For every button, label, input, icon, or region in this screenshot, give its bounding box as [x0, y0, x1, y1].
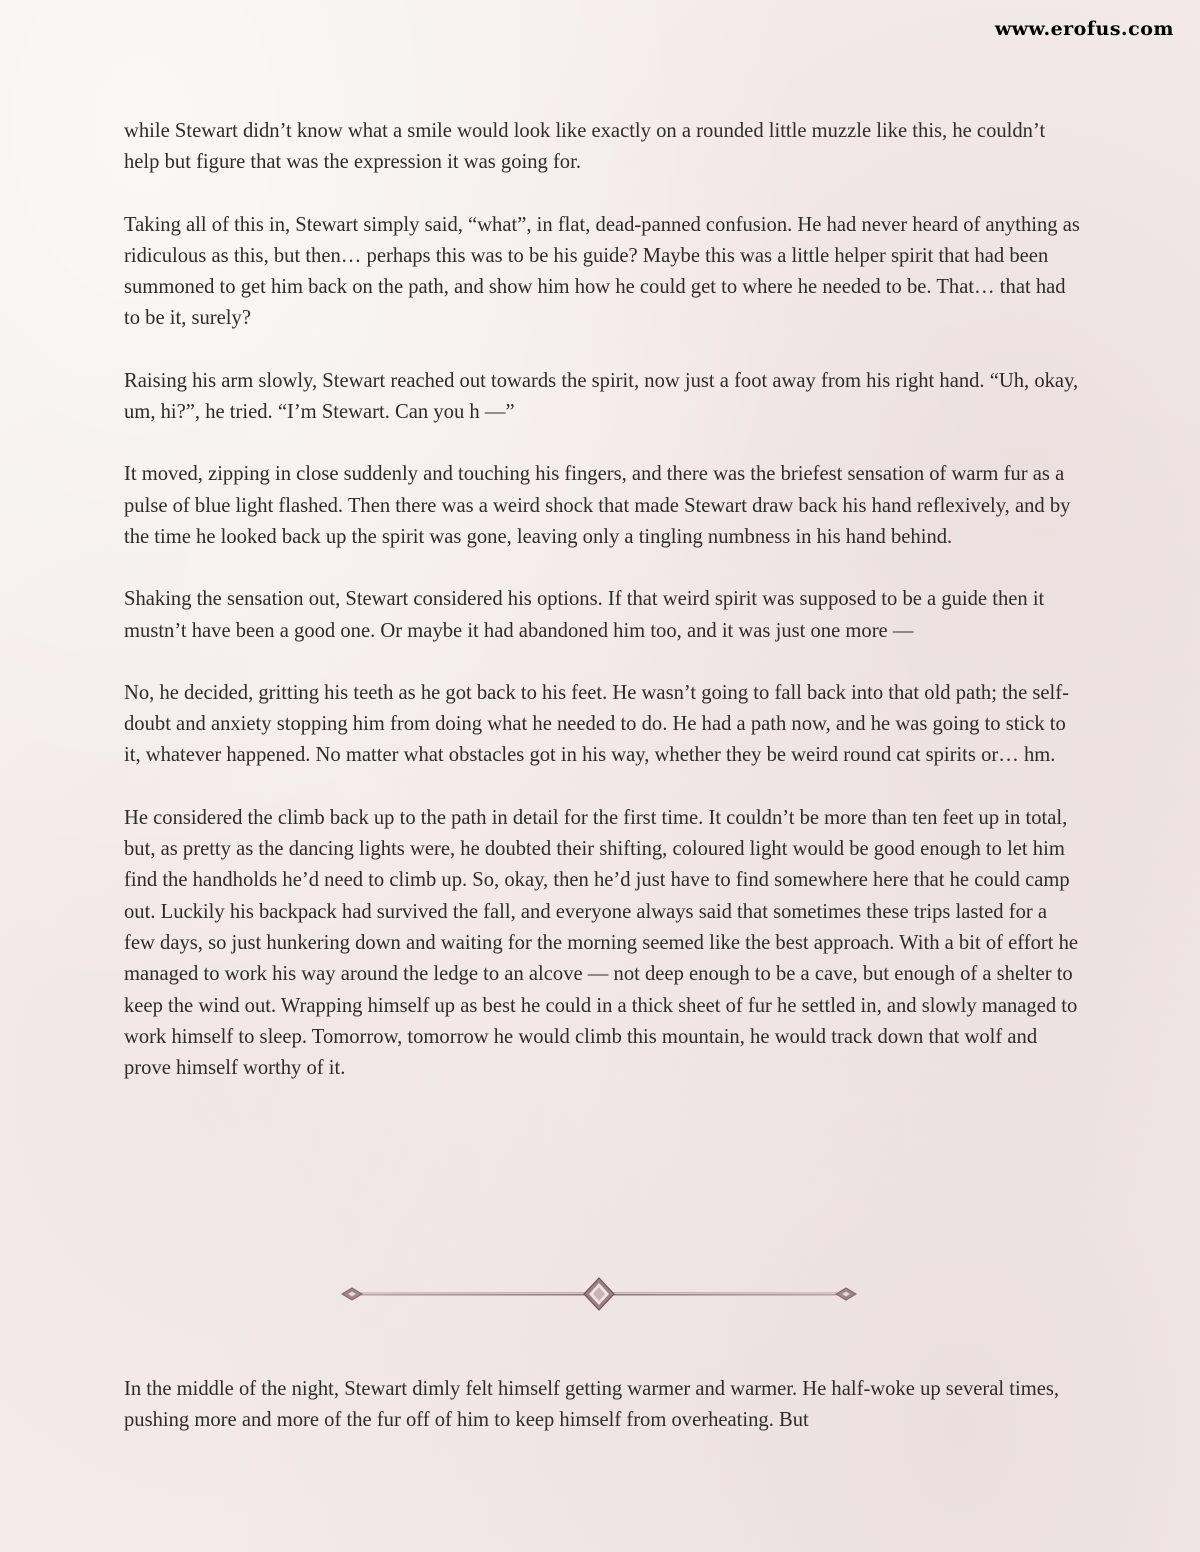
paragraph: Shaking the sensation out, Stewart considered his options. If that weird spirit was supposed to be a guide then it mustn’t have been a good one. Or maybe it had abandoned him too, and it was just one more — [124, 588, 1045, 642]
paragraph: He considered the climb back up to the path in detail for the first time. It couldn’t be more than ten feet up in total, but, as pretty as the dancing lights were, he doubted their shifting, coloured light would be good enough to let him find the handholds he’d need to climb up. So, okay, then he’d just have to find somewhere here that he could camp out. Luckily his backpack had survived the fall, and everyone always said that sometimes these trips lasted for a few days, so just hunkering down and waiting for the morning seemed like the best approach. With a bit of effort he managed to work his way around the ledge to an alcove — not deep enough to be a cave, but enough of a shelter to keep the wind out. Wrapping himself up as best he could in a thick sheet of fur he settled in, and slowly managed to work himself to sleep. Tomorrow, tomorrow he would climb this mountain, he would track down that wolf and prove himself worthy of it. [124, 806, 1079, 1080]
paragraph: No, he decided, gritting his teeth as he got back to his feet. He wasn’t going to fall back into that old path; the self-doubt and anxiety stopping him from doing what he needed to do. He had a path now, and he was going to stick to it, whatever happened. No matter what obstacles got in his way, whether they be weird round cat spirits or… hm. [124, 681, 1069, 767]
paragraph: It moved, zipping in close suddenly and touching his fingers, and there was the briefest sensation of warm fur as a pulse of blue light flashed. Then there was a weird shock that made Stewart draw back his hand reflexively, and by the time he looked back up the spirit was gone, leaving only a tingling numbness in his hand behind. [124, 463, 1071, 548]
paragraph: In the middle of the night, Stewart dimly felt himself getting warmer and warmer. He half-woke up several times, pushing more and more of the fur off of him to keep himself from overheating. But [124, 1378, 1060, 1432]
paragraph: Taking all of this in, Stewart simply said, “what”, in flat, dead-panned confusion. He had never heard of anything as ridiculous as this, but then… perhaps this was to be his guide? Maybe this was a little helper spirit that had been summoned to get him back on the path, and show him how he could get to where he needed to be. That… that had to be it, surely? [124, 213, 1080, 330]
paragraph: while Stewart didn’t know what a smile would look like exactly on a rounded little muzzle like this, he couldn’t help but figure that was the expression it was going for. [124, 120, 1046, 174]
watermark: www.erofus.com [994, 18, 1174, 40]
story-body [124, 116, 1080, 1084]
ornamental-diamond-divider-icon [340, 1275, 858, 1313]
story-continuation [124, 1374, 1080, 1437]
paragraph: Raising his arm slowly, Stewart reached out towards the spirit, now just a foot away from his right hand. “Uh, okay, um, hi?”, he tried. “I’m Stewart. Can you h —” [124, 369, 1079, 424]
